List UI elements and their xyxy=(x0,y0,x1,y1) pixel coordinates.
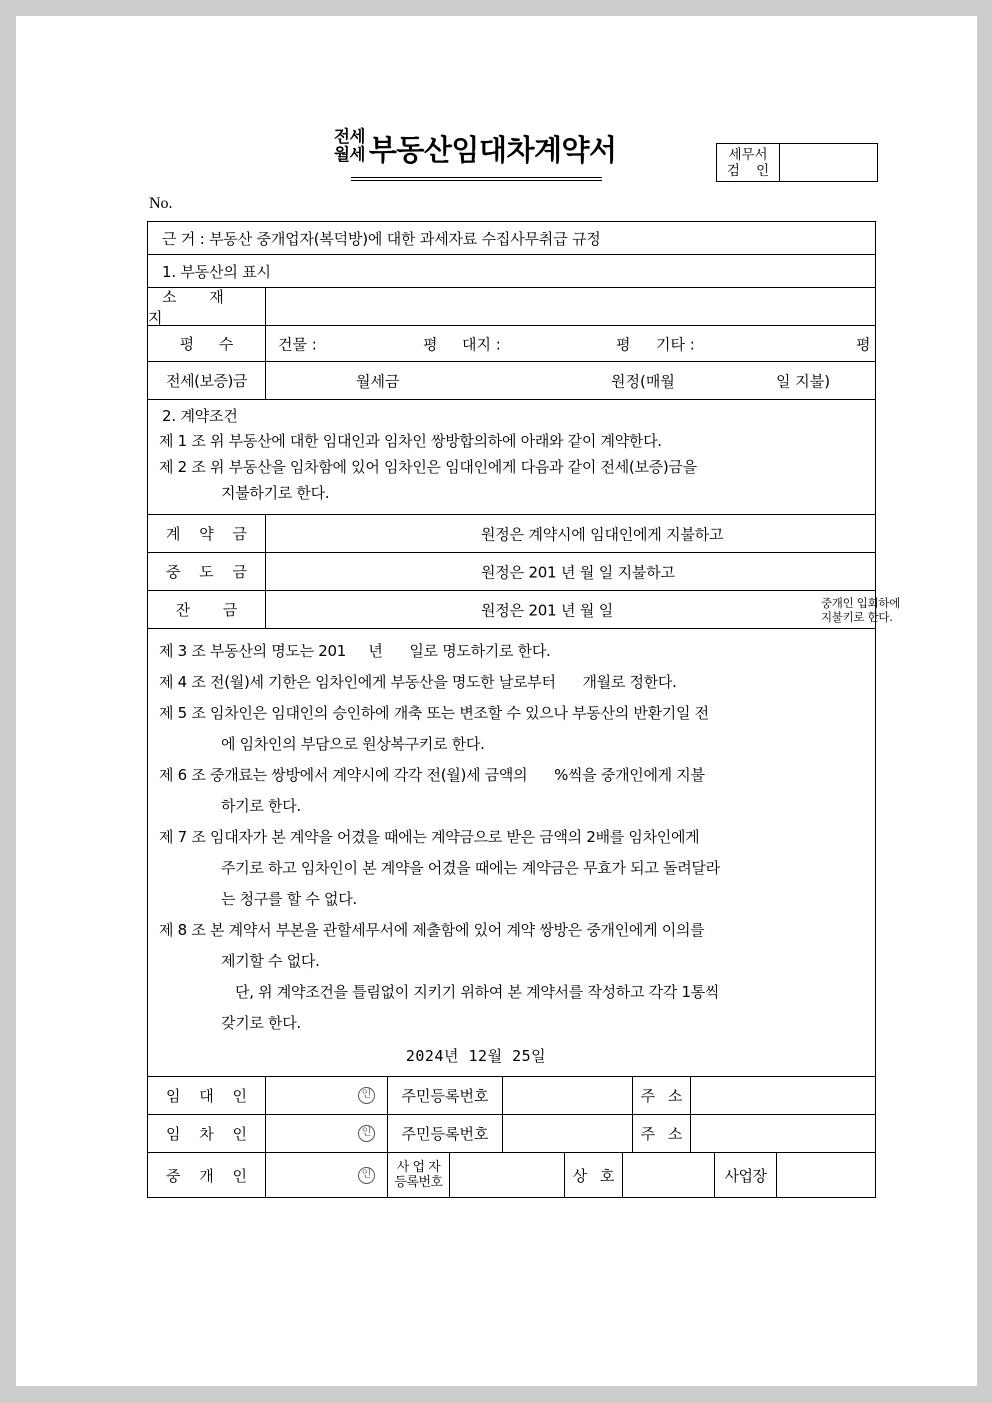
seal-icon: 인 xyxy=(358,1125,375,1142)
property-location-field[interactable] xyxy=(266,288,875,325)
seal-icon: 인 xyxy=(358,1087,375,1104)
broker-site-field[interactable] xyxy=(777,1153,875,1197)
down-payment-field[interactable] xyxy=(266,515,875,552)
lessor-row xyxy=(148,1077,875,1115)
section1-heading-row xyxy=(148,255,875,288)
down-payment-text: 원정은 계약시에 임대인에게 지불하고 xyxy=(481,525,724,543)
lessee-address-field[interactable] xyxy=(691,1115,875,1152)
tax-office-stamp-field[interactable] xyxy=(780,144,877,181)
tax-office-stamp-box xyxy=(716,143,878,182)
deposit-label: 전세(보증)금 xyxy=(148,362,266,399)
property-area-label: 평 수 xyxy=(148,326,266,361)
article-7-text-line3: 는 청구를 할 수 없다. xyxy=(221,890,357,908)
lessee-name-field[interactable] xyxy=(266,1115,388,1152)
lessee-id-label: 주민등록번호 xyxy=(388,1115,503,1152)
broker-role-label: 중 개 인 xyxy=(148,1153,266,1197)
tax-office-label-line1: 세무서 xyxy=(728,146,768,163)
lessee-role-label: 임 차 인 xyxy=(148,1115,266,1152)
article-1-text: 제 1 조 위 부동산에 대한 임대인과 임차인 쌍방합의하에 아래와 같이 계약한다. xyxy=(159,432,662,450)
balance-payment-row xyxy=(148,591,901,629)
broker-trade-name-label: 상 호 xyxy=(565,1153,623,1197)
basis-row xyxy=(148,222,875,255)
lessor-id-label: 주민등록번호 xyxy=(388,1077,503,1114)
lessor-name-field[interactable] xyxy=(266,1077,388,1114)
broker-biz-id-label xyxy=(388,1153,450,1197)
article-7-text-line1: 제 7 조 임대자가 본 계약을 어겼을 때에는 계약금으로 받은 금액의 2배를 임차인에게 xyxy=(159,828,700,846)
building-area-unit: 평 xyxy=(423,335,438,353)
balance-note-line1: 중개인 입회하에 xyxy=(821,595,901,610)
broker-row xyxy=(148,1153,875,1197)
lessor-role-label: 임 대 인 xyxy=(148,1077,266,1114)
tax-office-label-line2: 검 인 xyxy=(726,162,776,179)
article-5-text-line2: 에 임차인의 부담으로 원상복구키로 한다. xyxy=(221,735,485,753)
article-6-text-line2: 하기로 한다. xyxy=(221,797,301,815)
article-6-text-line1: 제 6 조 중개료는 쌍방에서 계약시에 각각 전(월)세 금액의 %씩을 중개인에게 지불 xyxy=(159,766,705,784)
broker-biz-id-label-line1: 사 업 자 xyxy=(396,1160,441,1175)
broker-biz-id-label-line2: 등록번호 xyxy=(394,1175,443,1190)
broker-trade-name-field[interactable] xyxy=(623,1153,715,1197)
land-area-label: 대지 : xyxy=(462,335,501,353)
down-payment-label: 계 약 금 xyxy=(148,515,266,552)
closing-note-line2: 갖기로 한다. xyxy=(221,1014,301,1032)
deposit-payday-label: 일 지불) xyxy=(776,372,831,390)
articles-block xyxy=(148,629,875,1077)
article-5-text-line1: 제 5 조 임차인은 임대인의 승인하에 개축 또는 변조할 수 있으나 부동산의 반환기일 전 xyxy=(159,704,709,722)
balance-payment-field[interactable] xyxy=(266,591,901,628)
title-underline xyxy=(351,177,602,181)
article-4-text: 제 4 조 전(월)세 기한은 임차인에게 부동산을 명도한 날로부터 개월로 정한다. xyxy=(159,673,677,691)
article-3-text: 제 3 조 부동산의 명도는 201 년 일로 명도하기로 한다. xyxy=(159,642,551,660)
lessor-id-field[interactable] xyxy=(503,1077,633,1114)
title-prefix-line1: 전세 xyxy=(334,127,365,146)
broker-site-label: 사업장 xyxy=(715,1153,777,1197)
article-8-text-line1: 제 8 조 본 계약서 부본을 관할세무서에 제출함에 있어 계약 쌍방은 중개인에게 이의를 xyxy=(159,921,705,939)
section2-conditions xyxy=(148,400,875,515)
deposit-wonjeong-label: 원정(매월 xyxy=(611,372,675,390)
contract-table xyxy=(147,221,901,1198)
balance-payment-label: 잔 금 xyxy=(148,591,266,628)
lessee-address-label: 주 소 xyxy=(633,1115,691,1152)
contract-date: 2024년 12월 25일 xyxy=(405,1047,547,1065)
property-location-label: 소 재 지 xyxy=(148,288,266,325)
article-8-text-line2: 제기할 수 없다. xyxy=(221,952,320,970)
balance-payment-text: 원정은 201 년 월 일 xyxy=(481,601,614,619)
section1-heading: 1. 부동산의 표시 xyxy=(162,262,271,281)
section2-heading: 2. 계약조건 xyxy=(162,407,238,425)
deposit-field[interactable] xyxy=(266,362,875,399)
article-7-text-line2: 주기로 하고 임차인이 본 계약을 어겼을 때에는 계약금은 무효가 되고 돌려달라 xyxy=(221,859,720,877)
basis-text: 근 거 : 부동산 중개업자(복덕방)에 대한 과세자료 수집사무취급 규정 xyxy=(162,229,601,248)
property-area-field[interactable] xyxy=(266,326,875,361)
land-area-unit: 평 xyxy=(616,335,631,353)
etc-area-label: 기타 : xyxy=(656,335,695,353)
interim-payment-field[interactable] xyxy=(266,553,875,590)
deposit-row xyxy=(148,362,875,400)
document-page xyxy=(16,16,977,1386)
title-prefix-line2: 월세 xyxy=(334,144,365,164)
property-location-row xyxy=(148,288,875,326)
interim-payment-row xyxy=(148,553,875,591)
monthly-rent-label: 월세금 xyxy=(356,372,400,390)
article-2-text-line2: 지불하기로 한다. xyxy=(221,484,330,502)
tax-office-stamp-label xyxy=(717,144,780,181)
document-number-label: No. xyxy=(149,195,173,212)
building-area-label: 건물 : xyxy=(278,335,317,353)
lessee-id-field[interactable] xyxy=(503,1115,633,1152)
balance-note-line2: 지불키로 한다. xyxy=(821,609,893,624)
seal-icon: 인 xyxy=(358,1167,375,1184)
etc-area-unit: 평 xyxy=(856,335,871,353)
interim-payment-text: 원정은 201 년 월 일 지불하고 xyxy=(481,563,675,581)
broker-biz-id-field[interactable] xyxy=(450,1153,565,1197)
closing-note-line1: 단, 위 계약조건을 틀림없이 지키기 위하여 본 계약서를 작성하고 각각 1통씩 xyxy=(235,983,720,1001)
lessor-address-field[interactable] xyxy=(691,1077,875,1114)
balance-payment-note xyxy=(821,596,900,624)
title-main-text: 부동산임대차계약서 xyxy=(368,133,617,167)
broker-name-field[interactable] xyxy=(266,1153,388,1197)
lessee-row xyxy=(148,1115,875,1153)
title-prefix xyxy=(334,128,365,167)
article-2-text-line1: 제 2 조 위 부동산을 임차함에 있어 임차인은 임대인에게 다음과 같이 전세(보증)금을 xyxy=(159,458,697,476)
interim-payment-label: 중 도 금 xyxy=(148,553,266,590)
property-area-row xyxy=(148,326,875,362)
down-payment-row xyxy=(148,515,875,553)
document-title xyxy=(334,128,617,167)
lessor-address-label: 주 소 xyxy=(633,1077,691,1114)
